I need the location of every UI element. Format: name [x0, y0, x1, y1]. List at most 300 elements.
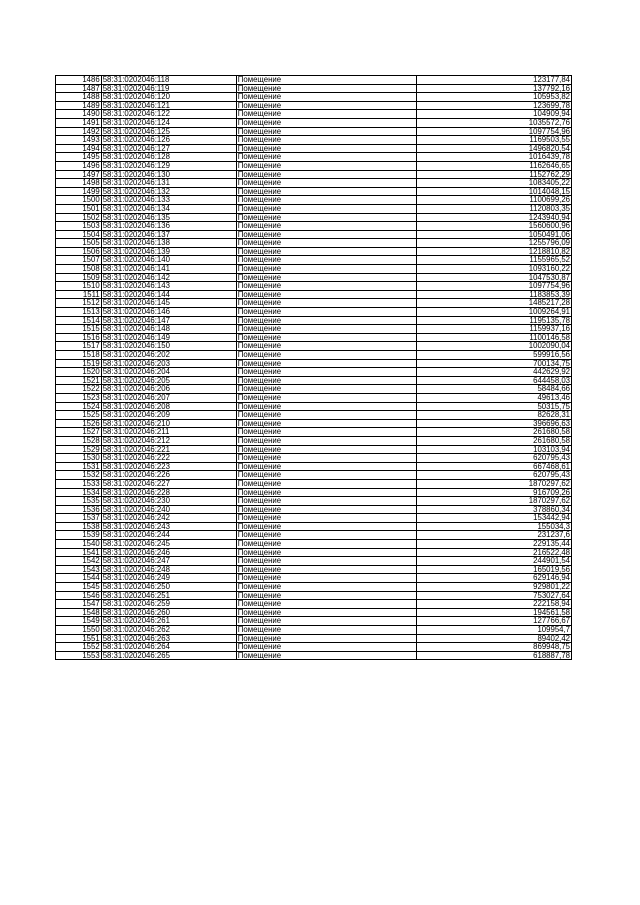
cadastral-number-cell: 58:31:0202046:226: [101, 471, 236, 480]
cadastral-value-cell: 378860,34: [416, 505, 571, 514]
row-number-cell: 1553: [56, 651, 102, 660]
cadastral-number-cell: 58:31:0202046:148: [101, 325, 236, 334]
object-type-cell: Помещение: [236, 136, 416, 145]
cadastral-value-cell: 1218810,82: [416, 247, 571, 256]
object-type-cell: Помещение: [236, 179, 416, 188]
table-row: [56, 282, 572, 291]
cadastral-number-cell: 58:31:0202046:265: [101, 651, 236, 660]
cadastral-value-cell: 1195135,78: [416, 316, 571, 325]
cadastral-number-cell: 58:31:0202046:247: [101, 557, 236, 566]
object-type-cell: Помещение: [236, 531, 416, 540]
row-number-cell: 1508: [56, 265, 102, 274]
row-number-cell: 1521: [56, 376, 102, 385]
object-type-cell: Помещение: [236, 265, 416, 274]
table-row: [56, 634, 572, 643]
cadastral-value-cell: 1159937,16: [416, 325, 571, 334]
cadastral-value-cell: 1100146,58: [416, 333, 571, 342]
cadastral-value-cell: 1496820,54: [416, 144, 571, 153]
cadastral-number-cell: 58:31:0202046:134: [101, 204, 236, 213]
table-row: [56, 402, 572, 411]
object-type-cell: Помещение: [236, 497, 416, 506]
object-type-cell: Помещение: [236, 574, 416, 583]
cadastral-number-cell: 58:31:0202046:246: [101, 548, 236, 557]
cadastral-value-cell: 1155965,52: [416, 256, 571, 265]
cadastral-value-cell: 155034,3: [416, 522, 571, 531]
cadastral-number-cell: 58:31:0202046:250: [101, 583, 236, 592]
row-number-cell: 1518: [56, 351, 102, 360]
row-number-cell: 1496: [56, 161, 102, 170]
row-number-cell: 1552: [56, 643, 102, 652]
cadastral-number-cell: 58:31:0202046:211: [101, 428, 236, 437]
row-number-cell: 1512: [56, 299, 102, 308]
table-row: [56, 419, 572, 428]
object-type-cell: Помещение: [236, 617, 416, 626]
row-number-cell: 1549: [56, 617, 102, 626]
row-number-cell: 1510: [56, 282, 102, 291]
cadastral-number-cell: 58:31:0202046:128: [101, 153, 236, 162]
cadastral-number-cell: 58:31:0202046:122: [101, 110, 236, 119]
row-number-cell: 1506: [56, 247, 102, 256]
object-type-cell: Помещение: [236, 436, 416, 445]
object-type-cell: Помещение: [236, 308, 416, 317]
table-row: [56, 213, 572, 222]
cadastral-number-cell: 58:31:0202046:145: [101, 299, 236, 308]
cadastral-number-cell: 58:31:0202046:264: [101, 643, 236, 652]
table-row: [56, 144, 572, 153]
row-number-cell: 1535: [56, 497, 102, 506]
row-number-cell: 1507: [56, 256, 102, 265]
cadastral-value-cell: 82628,31: [416, 411, 571, 420]
table-row: [56, 462, 572, 471]
cadastral-value-cell: 109954,7: [416, 626, 571, 635]
cadastral-value-cell: 916709,26: [416, 488, 571, 497]
row-number-cell: 1519: [56, 359, 102, 368]
cadastral-number-cell: 58:31:0202046:129: [101, 161, 236, 170]
cadastral-number-cell: 58:31:0202046:133: [101, 196, 236, 205]
object-type-cell: Помещение: [236, 196, 416, 205]
object-type-cell: Помещение: [236, 419, 416, 428]
table-row: [56, 161, 572, 170]
cadastral-value-cell: 1009264,91: [416, 308, 571, 317]
cadastral-value-cell: 618887,78: [416, 651, 571, 660]
cadastral-number-cell: 58:31:0202046:223: [101, 462, 236, 471]
row-number-cell: 1504: [56, 230, 102, 239]
table-row: [56, 110, 572, 119]
row-number-cell: 1539: [56, 531, 102, 540]
table-row: [56, 93, 572, 102]
table-row: [56, 428, 572, 437]
cadastral-number-cell: 58:31:0202046:139: [101, 247, 236, 256]
table-row: [56, 583, 572, 592]
object-type-cell: Помещение: [236, 101, 416, 110]
object-type-cell: Помещение: [236, 333, 416, 342]
cadastral-number-cell: 58:31:0202046:147: [101, 316, 236, 325]
cadastral-number-cell: 58:31:0202046:244: [101, 531, 236, 540]
row-number-cell: 1516: [56, 333, 102, 342]
cadastral-number-cell: 58:31:0202046:212: [101, 436, 236, 445]
row-number-cell: 1494: [56, 144, 102, 153]
table-row: [56, 308, 572, 317]
table-row: [56, 600, 572, 609]
row-number-cell: 1545: [56, 583, 102, 592]
cadastral-number-cell: 58:31:0202046:138: [101, 239, 236, 248]
cadastral-number-cell: 58:31:0202046:150: [101, 342, 236, 351]
table-row: [56, 256, 572, 265]
cadastral-value-cell: 1243940,94: [416, 213, 571, 222]
row-number-cell: 1537: [56, 514, 102, 523]
table-row: [56, 565, 572, 574]
cadastral-value-cell: 929801,22: [416, 583, 571, 592]
object-type-cell: Помещение: [236, 557, 416, 566]
cadastral-value-cell: 700134,75: [416, 359, 571, 368]
table-row: [56, 608, 572, 617]
row-number-cell: 1491: [56, 118, 102, 127]
cadastral-value-cell: 261680,58: [416, 428, 571, 437]
object-type-cell: Помещение: [236, 626, 416, 635]
object-type-cell: Помещение: [236, 342, 416, 351]
object-type-cell: Помещение: [236, 402, 416, 411]
table-row: [56, 454, 572, 463]
object-type-cell: Помещение: [236, 325, 416, 334]
row-number-cell: 1523: [56, 393, 102, 402]
cadastral-number-cell: 58:31:0202046:135: [101, 213, 236, 222]
object-type-cell: Помещение: [236, 393, 416, 402]
object-type-cell: Помещение: [236, 282, 416, 291]
row-number-cell: 1527: [56, 428, 102, 437]
object-type-cell: Помещение: [236, 144, 416, 153]
object-type-cell: Помещение: [236, 153, 416, 162]
table-row: [56, 76, 572, 85]
cadastral-number-cell: 58:31:0202046:140: [101, 256, 236, 265]
cadastral-value-cell: 1169503,55: [416, 136, 571, 145]
row-number-cell: 1541: [56, 548, 102, 557]
object-type-cell: Помещение: [236, 445, 416, 454]
object-type-cell: Помещение: [236, 505, 416, 514]
object-type-cell: Помещение: [236, 385, 416, 394]
table-row: [56, 376, 572, 385]
object-type-cell: Помещение: [236, 93, 416, 102]
cadastral-number-cell: 58:31:0202046:124: [101, 118, 236, 127]
cadastral-number-cell: 58:31:0202046:245: [101, 540, 236, 549]
table-row: [56, 497, 572, 506]
cadastral-number-cell: 58:31:0202046:222: [101, 454, 236, 463]
cadastral-number-cell: 58:31:0202046:118: [101, 76, 236, 85]
row-number-cell: 1500: [56, 196, 102, 205]
cadastral-value-cell: 50315,75: [416, 402, 571, 411]
table-row: [56, 222, 572, 231]
object-type-cell: Помещение: [236, 462, 416, 471]
cadastral-value-cell: 123699,78: [416, 101, 571, 110]
cadastral-number-cell: 58:31:0202046:136: [101, 222, 236, 231]
row-number-cell: 1495: [56, 153, 102, 162]
row-number-cell: 1546: [56, 591, 102, 600]
table-row: [56, 239, 572, 248]
cadastral-number-cell: 58:31:0202046:141: [101, 265, 236, 274]
row-number-cell: 1551: [56, 634, 102, 643]
table-row: [56, 247, 572, 256]
object-type-cell: Помещение: [236, 454, 416, 463]
cadastral-value-cell: 153442,94: [416, 514, 571, 523]
cadastral-number-cell: 58:31:0202046:204: [101, 368, 236, 377]
cadastral-number-cell: 58:31:0202046:202: [101, 351, 236, 360]
row-number-cell: 1544: [56, 574, 102, 583]
table-row: [56, 204, 572, 213]
table-row: [56, 316, 572, 325]
cadastral-value-cell: 1097754,96: [416, 282, 571, 291]
cadastral-value-cell: 222158,94: [416, 600, 571, 609]
cadastral-value-cell: 104909,94: [416, 110, 571, 119]
object-type-cell: Помещение: [236, 548, 416, 557]
cadastral-value-cell: 667468,61: [416, 462, 571, 471]
table-row: [56, 531, 572, 540]
cadastral-number-cell: 58:31:0202046:251: [101, 591, 236, 600]
cadastral-number-cell: 58:31:0202046:206: [101, 385, 236, 394]
cadastral-number-cell: 58:31:0202046:248: [101, 565, 236, 574]
cadastral-value-cell: 244901,54: [416, 557, 571, 566]
row-number-cell: 1540: [56, 540, 102, 549]
cadastral-value-cell: 599916,56: [416, 351, 571, 360]
cadastral-value-cell: 1120803,35: [416, 204, 571, 213]
cadastral-number-cell: 58:31:0202046:208: [101, 402, 236, 411]
row-number-cell: 1499: [56, 187, 102, 196]
cadastral-value-cell: 1100699,26: [416, 196, 571, 205]
cadastral-number-cell: 58:31:0202046:127: [101, 144, 236, 153]
cadastral-number-cell: 58:31:0202046:242: [101, 514, 236, 523]
cadastral-number-cell: 58:31:0202046:131: [101, 179, 236, 188]
cadastral-number-cell: 58:31:0202046:207: [101, 393, 236, 402]
cadastral-number-cell: 58:31:0202046:263: [101, 634, 236, 643]
property-table: [55, 75, 572, 660]
cadastral-value-cell: 1560600,96: [416, 222, 571, 231]
object-type-cell: Помещение: [236, 299, 416, 308]
table-row: [56, 651, 572, 660]
cadastral-number-cell: 58:31:0202046:260: [101, 608, 236, 617]
table-row: [56, 299, 572, 308]
row-number-cell: 1488: [56, 93, 102, 102]
object-type-cell: Помещение: [236, 600, 416, 609]
cadastral-value-cell: 231237,6: [416, 531, 571, 540]
cadastral-value-cell: 1035572,76: [416, 118, 571, 127]
cadastral-number-cell: 58:31:0202046:261: [101, 617, 236, 626]
row-number-cell: 1505: [56, 239, 102, 248]
row-number-cell: 1526: [56, 419, 102, 428]
cadastral-value-cell: 1870297,62: [416, 479, 571, 488]
cadastral-value-cell: 620795,43: [416, 471, 571, 480]
row-number-cell: 1550: [56, 626, 102, 635]
cadastral-number-cell: 58:31:0202046:120: [101, 93, 236, 102]
row-number-cell: 1513: [56, 308, 102, 317]
cadastral-number-cell: 58:31:0202046:243: [101, 522, 236, 531]
cadastral-value-cell: 644458,03: [416, 376, 571, 385]
row-number-cell: 1522: [56, 385, 102, 394]
row-number-cell: 1547: [56, 600, 102, 609]
cadastral-value-cell: 127766,67: [416, 617, 571, 626]
cadastral-number-cell: 58:31:0202046:210: [101, 419, 236, 428]
cadastral-value-cell: 629146,94: [416, 574, 571, 583]
object-type-cell: Помещение: [236, 230, 416, 239]
row-number-cell: 1497: [56, 170, 102, 179]
object-type-cell: Помещение: [236, 591, 416, 600]
table-row: [56, 325, 572, 334]
table-row: [56, 591, 572, 600]
row-number-cell: 1498: [56, 179, 102, 188]
object-type-cell: Помещение: [236, 471, 416, 480]
cadastral-number-cell: 58:31:0202046:130: [101, 170, 236, 179]
cadastral-number-cell: 58:31:0202046:262: [101, 626, 236, 635]
row-number-cell: 1502: [56, 213, 102, 222]
table-row: [56, 479, 572, 488]
object-type-cell: Помещение: [236, 273, 416, 282]
table-row: [56, 557, 572, 566]
object-type-cell: Помещение: [236, 411, 416, 420]
row-number-cell: 1489: [56, 101, 102, 110]
cadastral-number-cell: 58:31:0202046:146: [101, 308, 236, 317]
cadastral-number-cell: 58:31:0202046:227: [101, 479, 236, 488]
cadastral-value-cell: 1183853,39: [416, 290, 571, 299]
table-row: [56, 265, 572, 274]
cadastral-value-cell: 1097754,96: [416, 127, 571, 136]
cadastral-value-cell: 1014048,15: [416, 187, 571, 196]
cadastral-value-cell: 1050491,06: [416, 230, 571, 239]
object-type-cell: Помещение: [236, 359, 416, 368]
object-type-cell: Помещение: [236, 479, 416, 488]
cadastral-number-cell: 58:31:0202046:126: [101, 136, 236, 145]
row-number-cell: 1543: [56, 565, 102, 574]
object-type-cell: Помещение: [236, 118, 416, 127]
row-number-cell: 1532: [56, 471, 102, 480]
object-type-cell: Помещение: [236, 376, 416, 385]
object-type-cell: Помещение: [236, 161, 416, 170]
object-type-cell: Помещение: [236, 351, 416, 360]
table-row: [56, 230, 572, 239]
object-type-cell: Помещение: [236, 170, 416, 179]
table-row: [56, 153, 572, 162]
cadastral-number-cell: 58:31:0202046:137: [101, 230, 236, 239]
row-number-cell: 1528: [56, 436, 102, 445]
table-row: [56, 617, 572, 626]
row-number-cell: 1530: [56, 454, 102, 463]
table-row: [56, 333, 572, 342]
object-type-cell: Помещение: [236, 488, 416, 497]
cadastral-value-cell: 89402,42: [416, 634, 571, 643]
object-type-cell: Помещение: [236, 514, 416, 523]
row-number-cell: 1486: [56, 76, 102, 85]
row-number-cell: 1501: [56, 204, 102, 213]
cadastral-number-cell: 58:31:0202046:228: [101, 488, 236, 497]
cadastral-value-cell: 229135,44: [416, 540, 571, 549]
object-type-cell: Помещение: [236, 608, 416, 617]
cadastral-value-cell: 1162646,65: [416, 161, 571, 170]
cadastral-number-cell: 58:31:0202046:149: [101, 333, 236, 342]
cadastral-value-cell: 1152762,29: [416, 170, 571, 179]
cadastral-number-cell: 58:31:0202046:143: [101, 282, 236, 291]
row-number-cell: 1493: [56, 136, 102, 145]
table-row: [56, 643, 572, 652]
cadastral-number-cell: 58:31:0202046:132: [101, 187, 236, 196]
cadastral-number-cell: 58:31:0202046:121: [101, 101, 236, 110]
cadastral-number-cell: 58:31:0202046:209: [101, 411, 236, 420]
cadastral-number-cell: 58:31:0202046:230: [101, 497, 236, 506]
cadastral-value-cell: 1016439,78: [416, 153, 571, 162]
cadastral-value-cell: 261680,58: [416, 436, 571, 445]
cadastral-value-cell: 137792,16: [416, 84, 571, 93]
row-number-cell: 1536: [56, 505, 102, 514]
table-row: [56, 393, 572, 402]
object-type-cell: Помещение: [236, 222, 416, 231]
table-row: [56, 84, 572, 93]
table-row: [56, 359, 572, 368]
object-type-cell: Помещение: [236, 204, 416, 213]
cadastral-number-cell: 58:31:0202046:144: [101, 290, 236, 299]
cadastral-number-cell: 58:31:0202046:249: [101, 574, 236, 583]
object-type-cell: Помещение: [236, 316, 416, 325]
cadastral-value-cell: 1255796,09: [416, 239, 571, 248]
cadastral-value-cell: 753027,64: [416, 591, 571, 600]
object-type-cell: Помещение: [236, 583, 416, 592]
cadastral-number-cell: 58:31:0202046:142: [101, 273, 236, 282]
row-number-cell: 1525: [56, 411, 102, 420]
table-row: [56, 445, 572, 454]
table-row: [56, 411, 572, 420]
cadastral-value-cell: 105953,82: [416, 93, 571, 102]
table-row: [56, 187, 572, 196]
cadastral-value-cell: 123177,84: [416, 76, 571, 85]
object-type-cell: Помещение: [236, 127, 416, 136]
cadastral-value-cell: 869948,75: [416, 643, 571, 652]
object-type-cell: Помещение: [236, 428, 416, 437]
cadastral-value-cell: 49613,46: [416, 393, 571, 402]
cadastral-number-cell: 58:31:0202046:119: [101, 84, 236, 93]
row-number-cell: 1524: [56, 402, 102, 411]
object-type-cell: Помещение: [236, 565, 416, 574]
row-number-cell: 1487: [56, 84, 102, 93]
row-number-cell: 1492: [56, 127, 102, 136]
row-number-cell: 1548: [56, 608, 102, 617]
cadastral-value-cell: 1870297,62: [416, 497, 571, 506]
row-number-cell: 1514: [56, 316, 102, 325]
cadastral-number-cell: 58:31:0202046:221: [101, 445, 236, 454]
object-type-cell: Помещение: [236, 651, 416, 660]
table-row: [56, 548, 572, 557]
table-row: [56, 368, 572, 377]
cadastral-value-cell: 620795,43: [416, 454, 571, 463]
row-number-cell: 1517: [56, 342, 102, 351]
row-number-cell: 1509: [56, 273, 102, 282]
cadastral-value-cell: 1485217,28: [416, 299, 571, 308]
cadastral-value-cell: 1083405,22: [416, 179, 571, 188]
object-type-cell: Помещение: [236, 368, 416, 377]
table-row: [56, 574, 572, 583]
cadastral-value-cell: 1002090,04: [416, 342, 571, 351]
row-number-cell: 1511: [56, 290, 102, 299]
table-row: [56, 118, 572, 127]
object-type-cell: Помещение: [236, 643, 416, 652]
table-row: [56, 136, 572, 145]
row-number-cell: 1515: [56, 325, 102, 334]
row-number-cell: 1534: [56, 488, 102, 497]
row-number-cell: 1503: [56, 222, 102, 231]
object-type-cell: Помещение: [236, 239, 416, 248]
table-row: [56, 101, 572, 110]
table-row: [56, 290, 572, 299]
cadastral-value-cell: 216522,48: [416, 548, 571, 557]
table-row: [56, 170, 572, 179]
object-type-cell: Помещение: [236, 634, 416, 643]
cadastral-number-cell: 58:31:0202046:125: [101, 127, 236, 136]
row-number-cell: 1542: [56, 557, 102, 566]
cadastral-value-cell: 165019,56: [416, 565, 571, 574]
table-row: [56, 342, 572, 351]
